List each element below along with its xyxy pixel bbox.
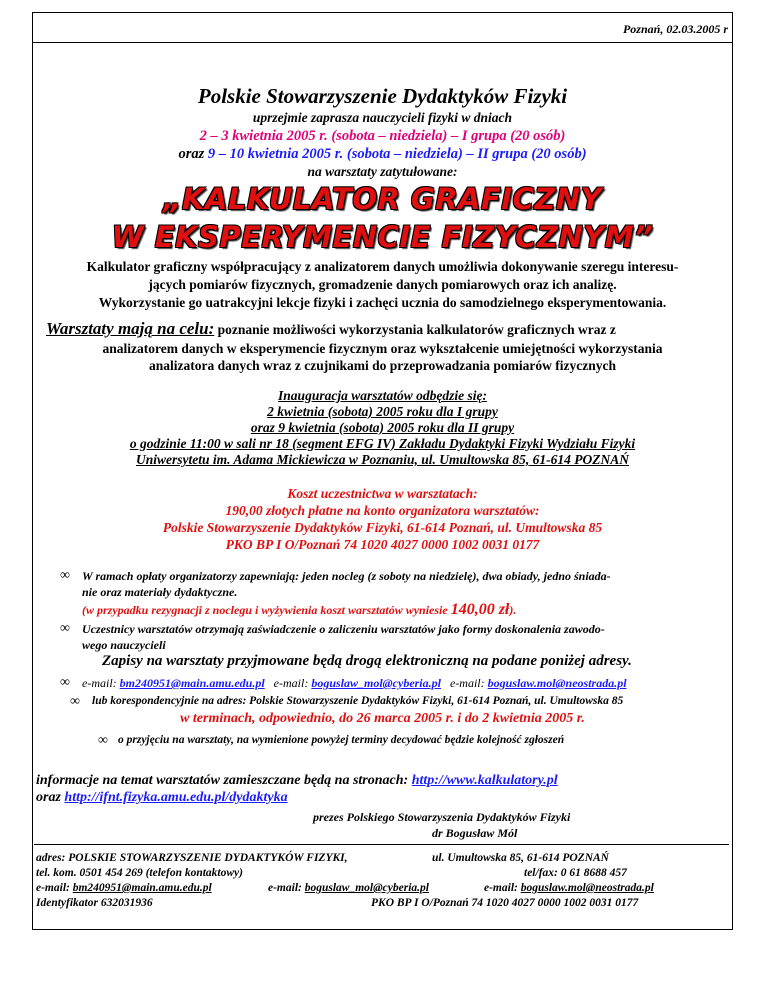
goal-text1: poznanie możliwości wykorzystania kalkulatorów graficznych wraz z [214,322,616,337]
footer-fax: tel/fax: 0 61 8688 457 [524,867,627,879]
bullet1-line1: W ramach opłaty organizatorzy zapewniają: jeden nocleg (z soboty na niedzielę), dwa obiady, jedno śniada- [82,569,611,583]
bullet1-note-amount: 140,00 zł [450,601,510,618]
bullet5-order: o przyjęciu na warsztaty, na wymienione powyżej terminy decydować będzie kolejność zgłoszeń [118,734,565,746]
footer-email3[interactable]: boguslaw.mol@neostrada.pl [520,882,654,894]
inauguration-address: Uniwersytetu im. Adama Mickiewicza w Poznaniu, ul. Umultowska 85, 61-614 POZNAŃ [135,452,630,467]
cost-bank-account: PKO BP I O/Poznań 74 1020 4027 0000 1002 0031 0177 [225,537,540,552]
email-link-cyberia[interactable]: boguslaw_mol@cyberia.pl [311,676,441,690]
bullet1-line2: nie oraz materiały dydaktyczne. [82,585,238,599]
footer-email1[interactable]: bm240951@main.amu.edu.pl [72,882,212,894]
bullet1-note-end: ). [509,603,517,617]
bullet2-line2: wego nauczycieli [82,638,166,652]
inauguration-heading: Inauguracja warsztatów odbędzie się: [278,388,487,403]
footer-email-label: e-mail: [484,882,521,894]
goal-line1 [46,319,736,339]
signup-line: Zapisy na warsztaty przyjmowane będą drogą elektroniczną na podane poniżej adresy. [102,653,632,669]
dydaktyka-link[interactable]: http://ifnt.fizyka.amu.edu.pl/dydaktyka [64,790,288,805]
description-line1: Kalkulator graficzny współpracujący z analizatorem danych umożliwia dokonywanie szeregu interesu- [86,259,679,274]
info-text2: oraz [36,790,65,805]
infinity-bullet-icon: ∞ [60,568,70,583]
kalkulatory-link[interactable]: http://www.kalkulatory.pl [411,773,558,788]
infinity-bullet-icon: ∞ [60,675,70,690]
workshop-title-line2: W EKSPERYMENCIE FIZYCZNYM” [111,220,654,254]
footer-address-left: adres: POLSKIE STOWARZYSZENIE DYDAKTYKÓW FIZYKI, [36,852,348,864]
footer-email2[interactable]: boguslaw_mol@cyberia.pl [304,882,429,894]
group2-dates: 9 – 10 kwietnia 2005 r. (sobota – niedziela) – II grupa (20 osób) [207,146,587,162]
cost-heading: Koszt uczestnictwa w warsztatach: [287,486,478,501]
bullet2-line1: Uczestnicy warsztatów otrzymają zaświadczenie o zaliczeniu warsztatów jako formy doskonalenia zawodo- [82,622,605,636]
group2-prefix: oraz [178,146,208,162]
email-link-neostrada[interactable]: boguslaw.mol@neostrada.pl [487,676,627,690]
group2-line [32,146,733,163]
workshop-title-line1: „KALKULATOR GRAFICZNY [162,182,603,216]
bullet1-note [82,601,516,619]
document-date: Poznań, 02.03.2005 r [622,22,728,36]
signature-name: dr Bogusław Mól [432,826,518,840]
infinity-bullet-icon: ∞ [70,694,80,709]
email-label: e-mail: [273,676,309,690]
email-label: e-mail: [449,676,485,690]
bullet1-note-text: (w przypadku rezygnacji z noclegu i wyżywienia koszt warsztatów wyniesie [82,603,451,617]
signature-title: prezes Polskiego Stowarzyszenia Dydaktyków Fizyki [313,810,571,824]
cost-recipient: Polskie Stowarzyszenie Dydaktyków Fizyki, 61-614 Poznań, ul. Umultowska 85 [162,520,603,535]
goal-line3: analizatora danych wraz z czujnikami do przeprowadzania pomiarów fizycznych [149,358,616,373]
footer-identifier: Identyfikator 632031936 [36,897,153,909]
footer-email3-line [484,882,654,894]
footer-email1-line [36,882,212,894]
goal-label: Warsztaty mają na celu: [46,319,215,338]
bullet4-address: lub korespondencyjnie na adres: Polskie Stowarzyszenie Dydaktyków Fizyki, 61-614 Poznań, ul. Umultowska 85 [92,695,624,707]
description-line3: Wykorzystanie go uatrakcyjni lekcje fizyki i zachęci ucznia do samodzielnego eksperymentowania. [98,295,667,310]
email-link-main[interactable]: bm240951@main.amu.edu.pl [119,676,265,690]
infinity-bullet-icon: ∞ [98,733,108,748]
footer-email-label: e-mail: [268,882,305,894]
cost-amount: 190,00 złotych płatne na konto organizatora warsztatów: [225,503,540,518]
titled-line: na warsztaty zatytułowane: [307,164,458,179]
email-line [82,676,627,691]
inauguration-group2: oraz 9 kwietnia (sobota) 2005 roku dla II grupy [250,420,515,435]
info-line2 [36,790,288,806]
footer-divider [34,844,729,845]
footer-email2-line [268,882,429,894]
email-label: e-mail: [82,676,117,690]
invite-line: uprzejmie zaprasza nauczycieli fizyki w dniach [252,110,513,125]
goal-line2: analizatorem danych w eksperymencie fizycznym oraz wykształcenie umiejętności wykorzystania [102,341,663,356]
footer-email-label: e-mail: [36,882,73,894]
inauguration-group1: 2 kwietnia (sobota) 2005 roku dla I grupy [267,404,498,419]
info-text: informacje na temat warsztatów zamieszczane będą na stronach: [36,773,412,788]
info-line1 [36,773,558,789]
organization-name: Polskie Stowarzyszenie Dydaktyków Fizyki [197,84,568,108]
inauguration-location: o godzinie 11:00 w sali nr 18 (segment EFG IV) Zakładu Dydaktyki Fizyki Wydziału Fizyki [129,436,636,451]
group1-dates: 2 – 3 kwietnia 2005 r. (sobota – niedziela) – I grupa (20 osób) [199,128,566,144]
footer-address-right: ul. Umultowska 85, 61-614 POZNAŃ [432,852,609,864]
bullet4-deadline: w terminach, odpowiednio, do 26 marca 2005 r. i do 2 kwietnia 2005 r. [180,711,585,726]
footer-bank-account: PKO BP I O/Poznań 74 1020 4027 0000 1002 0031 0177 [371,897,639,909]
footer-phone: tel. kom. 0501 454 269 (telefon kontaktowy) [36,867,243,879]
description-line2: jących pomiarów fizycznych, gromadzenie danych pomiarowych oraz ich analizę. [148,277,617,292]
infinity-bullet-icon: ∞ [60,621,70,636]
